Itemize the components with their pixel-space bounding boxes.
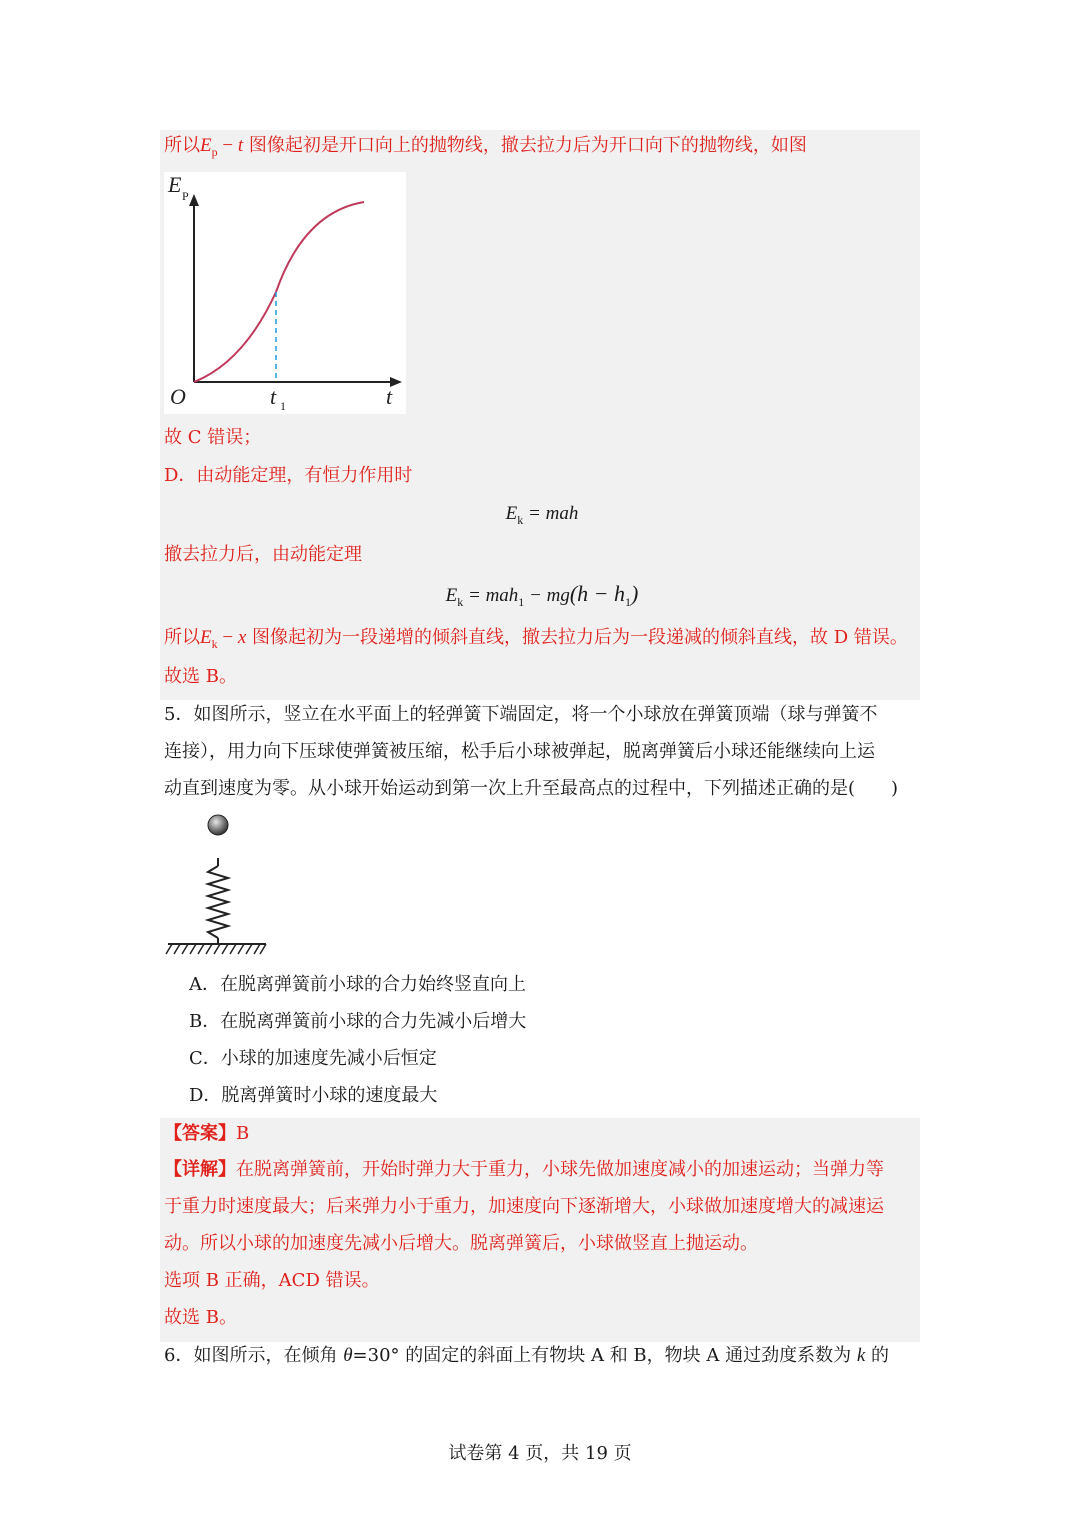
t1-sub: 1 [280, 399, 286, 413]
explain-label: 【详解】 [164, 1159, 236, 1180]
q5-explain-line2: 于重力时速度最大；后来弹力小于重力，加速度向下逐渐增大，小球做加速度增大的减速运 [164, 1196, 884, 1217]
q5-stem-line1: 5．如图所示，竖立在水平面上的轻弹簧下端固定，将一个小球放在弹簧顶端（球与弹簧不 [164, 704, 878, 725]
answer-label: 【答案】 [164, 1123, 236, 1144]
choose-b-part4: 故选 B。 [164, 666, 237, 687]
q6-stem-line1: 6．如图所示，在倾角 θ=30° 的固定的斜面上有物块 A 和 B，物块 A 通过劲度系数为 k 的 [164, 1345, 889, 1366]
q5-option-b: B．在脱离弹簧前小球的合力先减小后增大 [189, 1011, 527, 1032]
ep-graph-description: 所以$E_p - t$ 图像起初是开口向上的抛物线，撤去拉力后为开口向下的抛物线，如图 [164, 135, 807, 159]
page-footer: 试卷第 4 页，共 19 页 [448, 1443, 632, 1464]
d-intro-text: D．由动能定理，有恒力作用时 [164, 465, 413, 486]
equation-1: $E_k$ = mah [505, 503, 579, 527]
t1-label: t [270, 384, 277, 409]
q5-option-b-correct: 选项 B 正确，ACD 错误。 [164, 1270, 380, 1291]
after-remove-text: 撤去拉力后，由动能定理 [164, 544, 362, 565]
spring-ball-figure [164, 808, 274, 960]
q5-stem-line3: 动直到速度为零。从小球开始运动到第一次上升至最高点的过程中，下列描述正确的是( ) [164, 778, 899, 799]
answer-shade-q5 [160, 1118, 920, 1342]
q5-explain-line1: 【详解】在脱离弹簧前，开始时弹力大于重力，小球先做加速度减小的加速运动；当弹力等 [164, 1159, 884, 1180]
q5-explain-line3: 动。所以小球的加速度先减小后增大。脱离弹簧后，小球做竖直上抛运动。 [164, 1233, 758, 1254]
y-axis-sub: P [182, 189, 189, 203]
y-axis-label: E [168, 172, 182, 197]
answer-value: B [236, 1123, 250, 1144]
q5-option-c: C．小球的加速度先减小后恒定 [189, 1048, 437, 1069]
ek-conclusion: 所以$E_k - x$ 图像起初为一段递增的倾斜直线，撤去拉力后为一段递减的倾斜直线，故 D 错误。 [164, 627, 908, 651]
origin-label: O [170, 384, 186, 409]
q5-stem-line2: 连接），用力向下压球使弹簧被压缩，松手后小球被弹起，脱离弹簧后小球还能继续向上运 [164, 741, 875, 762]
ep-t-graph [164, 172, 406, 414]
c-wrong-text: 故 C 错误； [164, 427, 262, 448]
q5-answer [164, 1122, 249, 1146]
equation-2: $E_k = mah_1 - mg(h - h_1)$ [445, 581, 639, 609]
q5-option-d: D．脱离弹簧时小球的速度最大 [189, 1085, 438, 1106]
x-axis-label: t [386, 384, 393, 409]
q5-option-a: A．在脱离弹簧前小球的合力始终竖直向上 [189, 974, 526, 995]
q5-choose-b: 故选 B。 [164, 1307, 237, 1328]
